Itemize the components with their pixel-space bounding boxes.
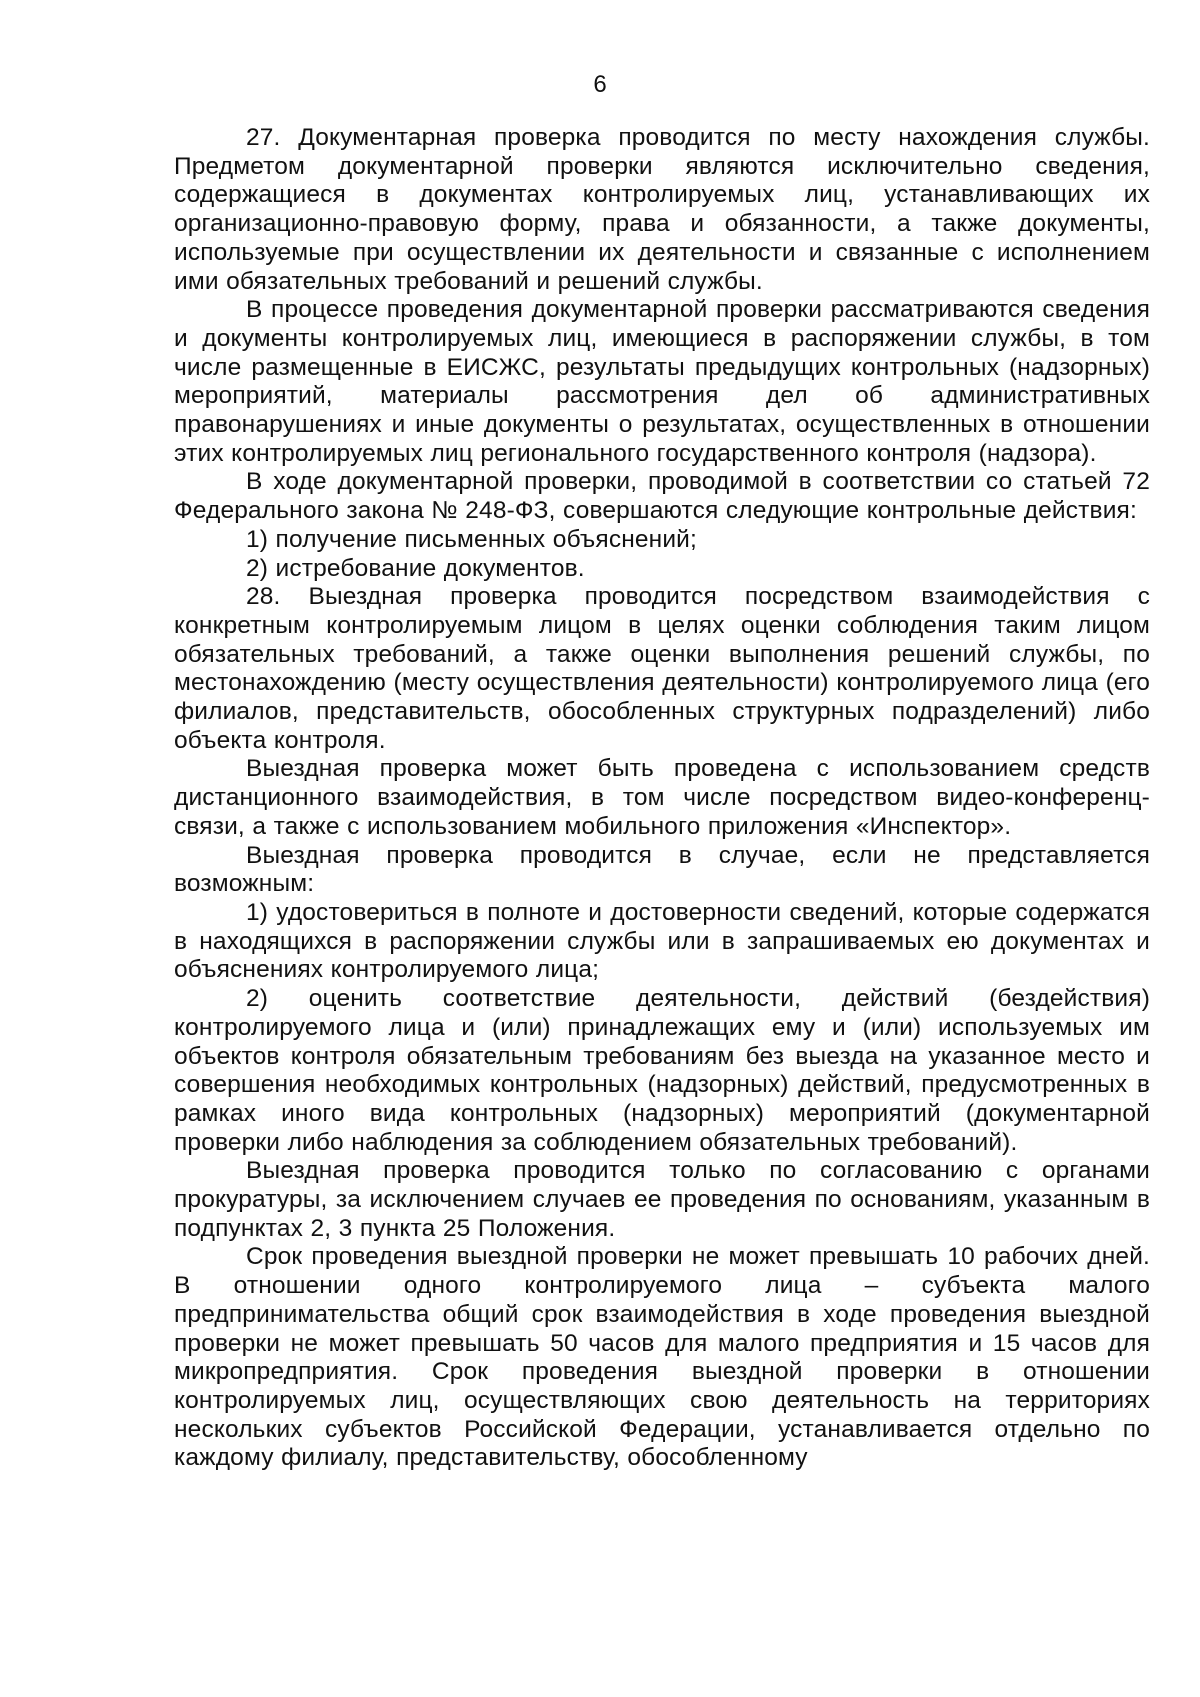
paragraph-27-intro: 27. Документарная проверка проводится по месту нахождения службы. Предметом документарной проверки являются исключительно сведения, содержащиеся в документах контролируемых лиц, устанавливающих их организационно-правовую форму, права и обязанности, а также документы, используемые при осуществлении их деятельности и связанные с исполнением ими обязательных требований и решений службы. (174, 124, 1150, 295)
list-item-document-request: 2) истребование документов. (246, 554, 585, 582)
paragraph-documentary-review-scope: В процессе проведения документарной проверки рассматриваются сведения и документы контролируемых лиц, имеющиеся в распоряжении службы, в том числе размещенные в ЕИСЖС, результаты предыдущих контрольных (надзорных) мероприятий, материалы рассмотрения дел об административных правонарушениях и иные документы о результатах, осуществленных в отношении этих контролируемых лиц регионального государственного контроля (надзора). (174, 296, 1150, 467)
paragraph-inspection-duration: Срок проведения выездной проверки не может превышать 10 рабочих дней. В отношении одного контролируемого лица – субъекта малого предпринимательства общий срок взаимодействия в ходе проведения выездной проверки не может превышать 50 часов для малого предприятия и 15 часов для микропредприятия. Срок проведения выездной проверки в отношении контролируемых лиц, осуществляющих свою деятельность на территориях нескольких субъектов Российской Федерации, устанавливается отдельно по каждому филиалу, представительству, обособленному (174, 1243, 1150, 1472)
paragraph-remote-interaction: Выездная проверка может быть проведена с использованием средств дистанционного взаимодействия, в том числе посредством видео-конференц-связи, а также с использованием мобильного приложения «Инспектор». (174, 755, 1150, 840)
paragraph-28-intro: 28. Выездная проверка проводится посредством взаимодействия с конкретным контролируемым лицом в целях оценки соблюдения таким лицом обязательных требований, а также оценки выполнения решений службы, по местонахождению (месту осуществления деятельности) контролируемого лица (его филиалов, представительств, обособленных структурных подразделений) либо объекта контроля. (174, 583, 1150, 754)
paragraph-onsite-conditions: Выездная проверка проводится в случае, если не представляется возможным: (174, 841, 1150, 898)
document-body (174, 124, 1150, 1473)
list-item-verify-completeness: 1) удостовериться в полноте и достоверности сведений, которые содержатся в находящихся в распоряжении службы или в запрашиваемых ею документах и объяснениях контролируемого лица; (174, 898, 1150, 984)
paragraph-prosecutor-approval: Выездная проверка проводится только по согласованию с органами прокуратуры, за исключением случаев ее проведения по основаниям, указанным в подпунктах 2, 3 пункта 25 Положения. (174, 1157, 1150, 1242)
list-item-written-explanations: 1) получение письменных объяснений; (246, 525, 697, 553)
paragraph-control-actions-intro: В ходе документарной проверки, проводимой в соответствии со статьей 72 Федерального закона № 248-ФЗ, совершаются следующие контрольные действия: (174, 468, 1150, 525)
page-number: 6 (593, 71, 607, 98)
list-item-assess-compliance: 2) оценить соответствие деятельности, действий (бездействия) контролируемого лица и (или) принадлежащих ему и (или) используемых им объектов контроля обязательным требованиям без выезда на указанное место и совершения необходимых контрольных (надзорных) действий, предусмотренных в рамках иного вида контрольных (надзорных) мероприятий (документарной проверки либо наблюдения за соблюдением обязательных требований). (174, 985, 1150, 1156)
